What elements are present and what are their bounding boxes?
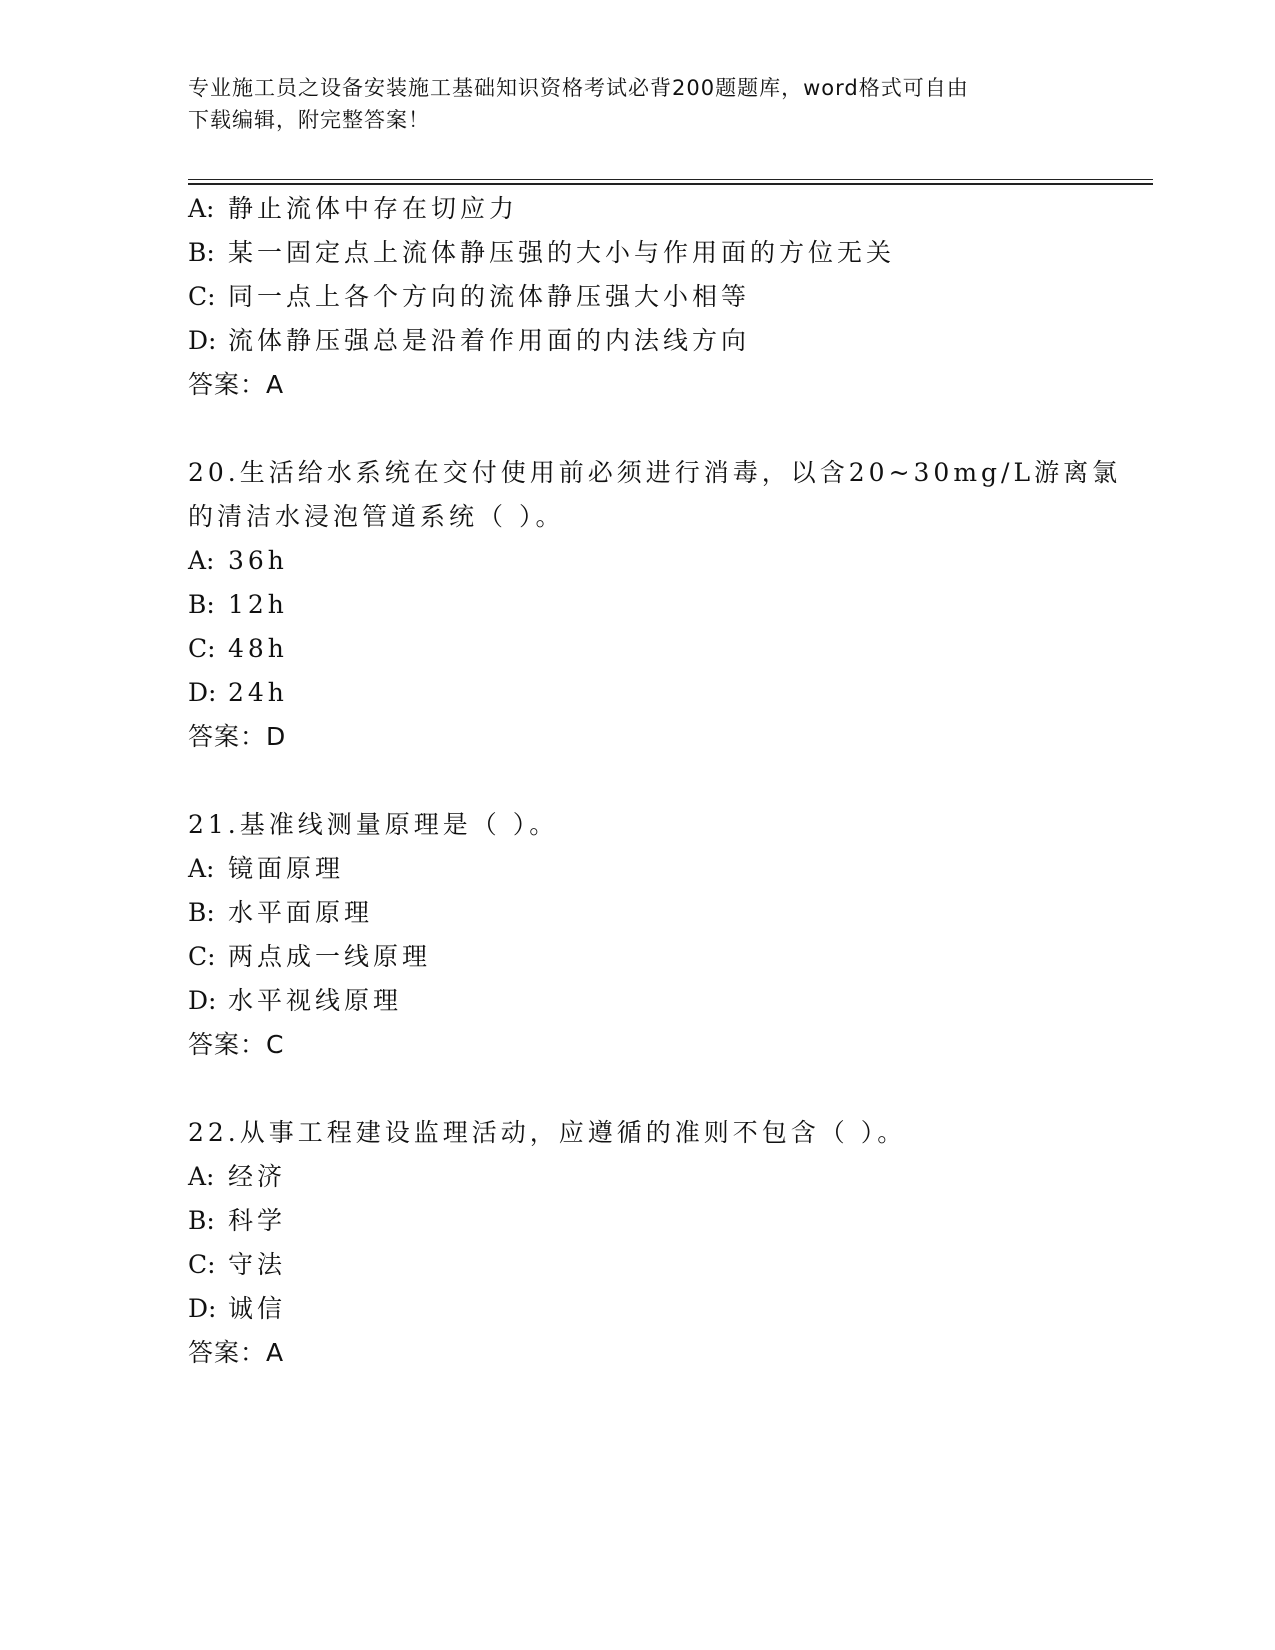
document-header [188,72,1088,136]
q21-option-c [188,940,431,974]
option-text: 12h [228,590,288,619]
answer-label: 答案： [188,722,267,751]
answer-label: 答案： [188,1030,267,1059]
option-letter: B: [188,898,215,927]
answer-value: C [266,1030,285,1059]
q20-option-b [188,588,288,622]
option-letter: D: [188,986,217,1015]
q20-option-c [188,632,288,666]
header-line-1: 专业施工员之设备安装施工基础知识资格考试必背200题题库，word格式可自由 [188,76,969,100]
answer-value: A [266,370,285,399]
option-letter: B: [188,590,215,619]
q19-option-b [188,236,895,270]
q19-option-c [188,280,750,314]
option-letter: A: [188,194,215,223]
option-text: 同一点上各个方向的流体静压强大小相等 [228,282,751,311]
option-letter: C: [188,282,216,311]
q21-answer [188,1028,284,1062]
option-text: 36h [228,546,288,575]
q19-answer [188,368,284,402]
q20-stem-line-2: 的清洁水浸泡管道系统（ ）。 [188,502,565,531]
option-letter: D: [188,1294,217,1323]
option-letter: C: [188,942,216,971]
q20-stem-line-1: 20.生活给水系统在交付使用前必须进行消毒，以含20~30mg/L游离氯 [188,458,1122,487]
header-divider-thick [188,183,1153,185]
option-text: 两点成一线原理 [228,942,432,971]
option-letter: A: [188,854,215,883]
q22-option-d [188,1292,286,1326]
q22-option-a [188,1160,286,1194]
q21-option-d [188,984,402,1018]
option-text: 科学 [228,1206,287,1235]
option-text: 水平视线原理 [228,986,403,1015]
option-text: 某一固定点上流体静压强的大小与作用面的方位无关 [228,238,896,267]
header-line-2: 下载编辑，附完整答案！ [188,108,430,132]
option-text: 镜面原理 [228,854,345,883]
option-letter: B: [188,238,215,267]
option-text: 守法 [228,1250,287,1279]
option-text: 48h [228,634,288,663]
option-letter: C: [188,1250,216,1279]
q21-option-a [188,852,344,886]
option-text: 诚信 [228,1294,287,1323]
option-text: 流体静压强总是沿着作用面的内法线方向 [228,326,751,355]
q22-stem-line-1: 22.从事工程建设监理活动，应遵循的准则不包含（ ）。 [188,1118,907,1147]
q22-answer [188,1336,284,1370]
q20-option-d [188,676,288,710]
q20-option-a [188,544,288,578]
option-letter: A: [188,1162,215,1191]
option-text: 水平面原理 [228,898,374,927]
q19-option-a [188,192,518,226]
option-text: 静止流体中存在切应力 [228,194,519,223]
q22-option-b [188,1204,286,1238]
option-text: 经济 [228,1162,287,1191]
q19-option-d [188,324,750,358]
option-letter: C: [188,634,216,663]
q21-stem-line-1: 21.基准线测量原理是（ ）。 [188,810,559,839]
option-letter: B: [188,1206,215,1235]
q21-option-b [188,896,373,930]
answer-value: D [266,722,287,751]
answer-value: A [266,1338,285,1367]
answer-label: 答案： [188,370,267,399]
option-letter: D: [188,678,217,707]
option-text: 24h [228,678,288,707]
answer-label: 答案： [188,1338,267,1367]
q22-option-c [188,1248,286,1282]
q20-answer [188,720,286,754]
header-divider-thin [188,179,1153,180]
option-letter: A: [188,546,215,575]
option-letter: D: [188,326,217,355]
